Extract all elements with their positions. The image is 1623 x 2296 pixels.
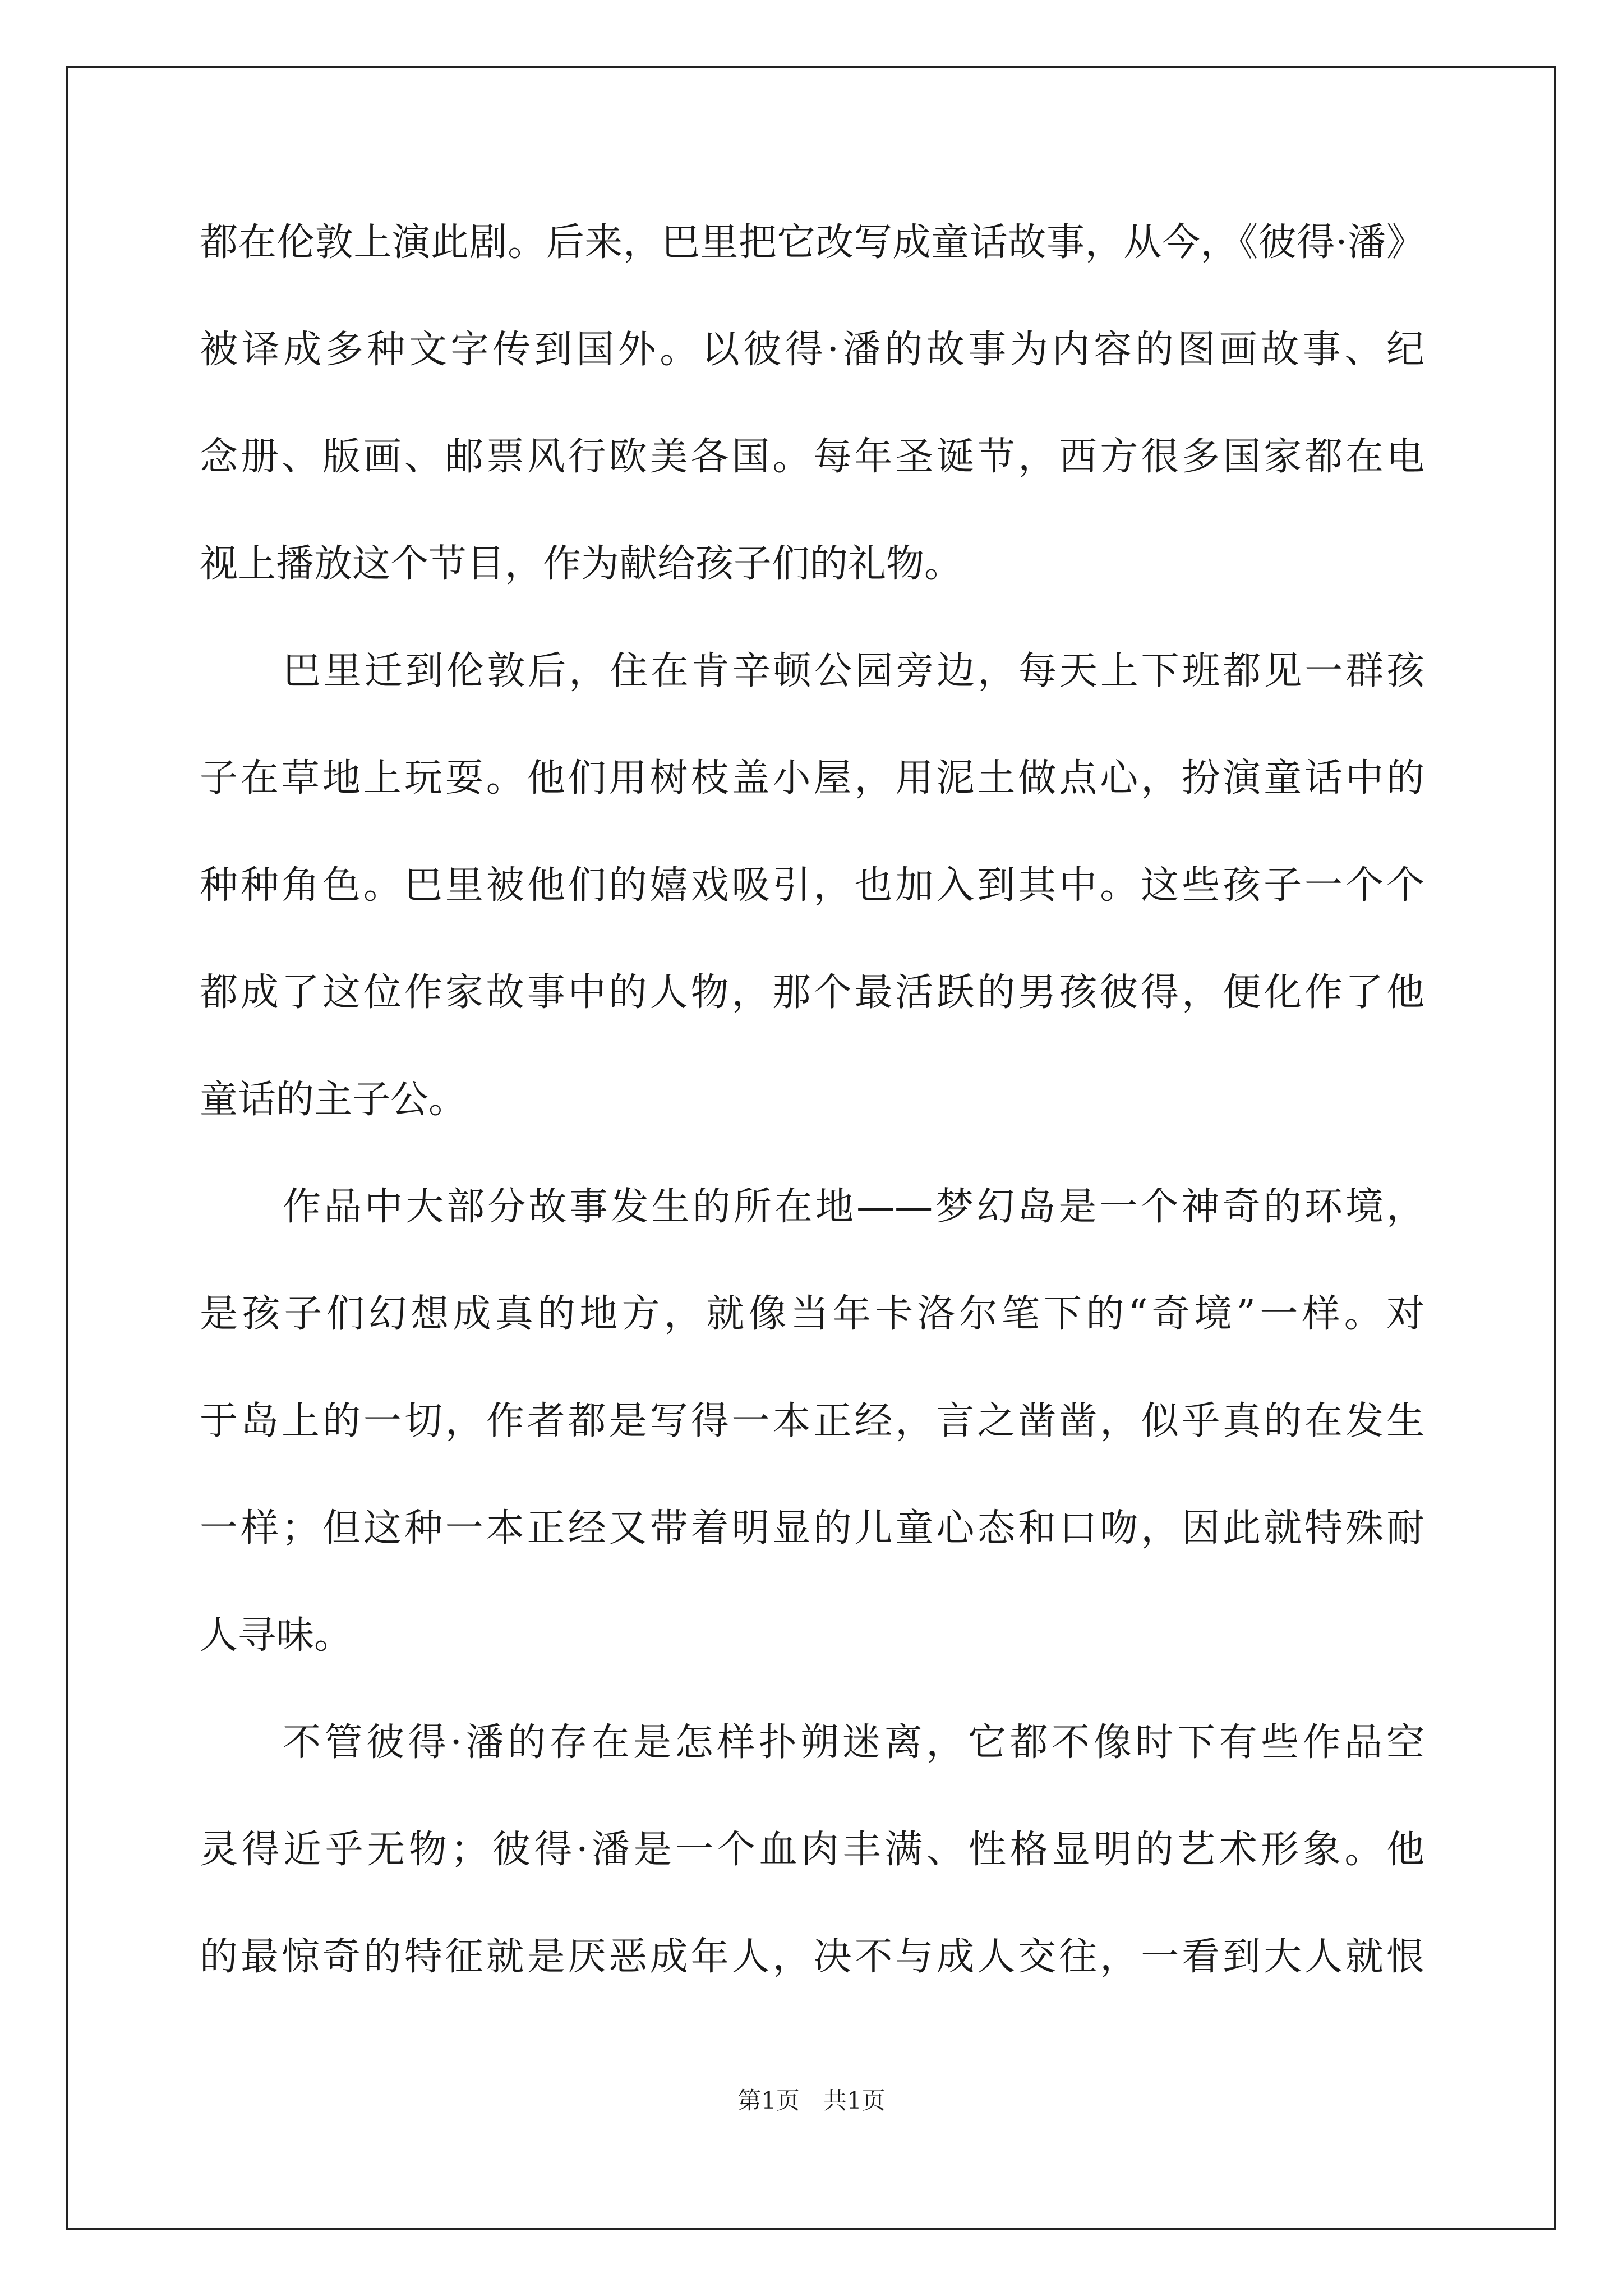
text-line: 童话的主子公。 [200, 1078, 467, 1122]
text-line: 的最惊奇的特征就是厌恶成年人，决不与成人交往，一看到大人就恨 [200, 1935, 1424, 1979]
text-line: 于岛上的一切，作者都是写得一本正经，言之凿凿，似乎真的在发生 [200, 1399, 1424, 1443]
text-line: 一样；但这种一本正经又带着明显的儿童心态和口吻，因此就特殊耐 [200, 1506, 1424, 1550]
text-line: 念册、版画、邮票风行欧美各国。每年圣诞节，西方很多国家都在电 [200, 435, 1424, 479]
text-line: 巴里迁到伦敦后，住在肯辛顿公园旁边，每天上下班都见一群孩 [283, 649, 1424, 693]
text-line: 不管彼得·潘的存在是怎样扑朔迷离，它都不像时下有些作品空 [283, 1720, 1424, 1765]
text-line: 视上播放这个节目，作为献给孩子们的礼物。 [200, 542, 963, 586]
text-line: 都成了这位作家故事中的人物，那个最活跃的男孩彼得，便化作了他 [200, 970, 1424, 1015]
text-line: 被译成多种文字传到国外。以彼得·潘的故事为内容的图画故事、纪 [200, 328, 1424, 372]
text-line: 都在伦敦上演此剧。后来，巴里把它改写成童话故事，从今，《彼得·潘》 [200, 220, 1424, 265]
text-line: 子在草地上玩耍。他们用树枝盖小屋，用泥土做点心，扮演童话中的 [200, 756, 1424, 800]
text-line: 是孩子们幻想成真的地方，就像当年卡洛尔笔下的“奇境”一样。对 [200, 1292, 1424, 1336]
text-line: 作品中大部分故事发生的所在地——梦幻岛是一个神奇的环境， [283, 1185, 1424, 1229]
page-footer: 第1页 共1页 [737, 2087, 886, 2114]
text-line: 种种角色。巴里被他们的嬉戏吸引，也加入到其中。这些孩子一个个 [200, 863, 1424, 908]
text-line: 人寻味。 [200, 1613, 353, 1658]
document-body [200, 216, 1424, 2037]
text-line: 灵得近乎无物；彼得·潘是一个血肉丰满、性格显明的艺术形象。他 [200, 1828, 1424, 1872]
